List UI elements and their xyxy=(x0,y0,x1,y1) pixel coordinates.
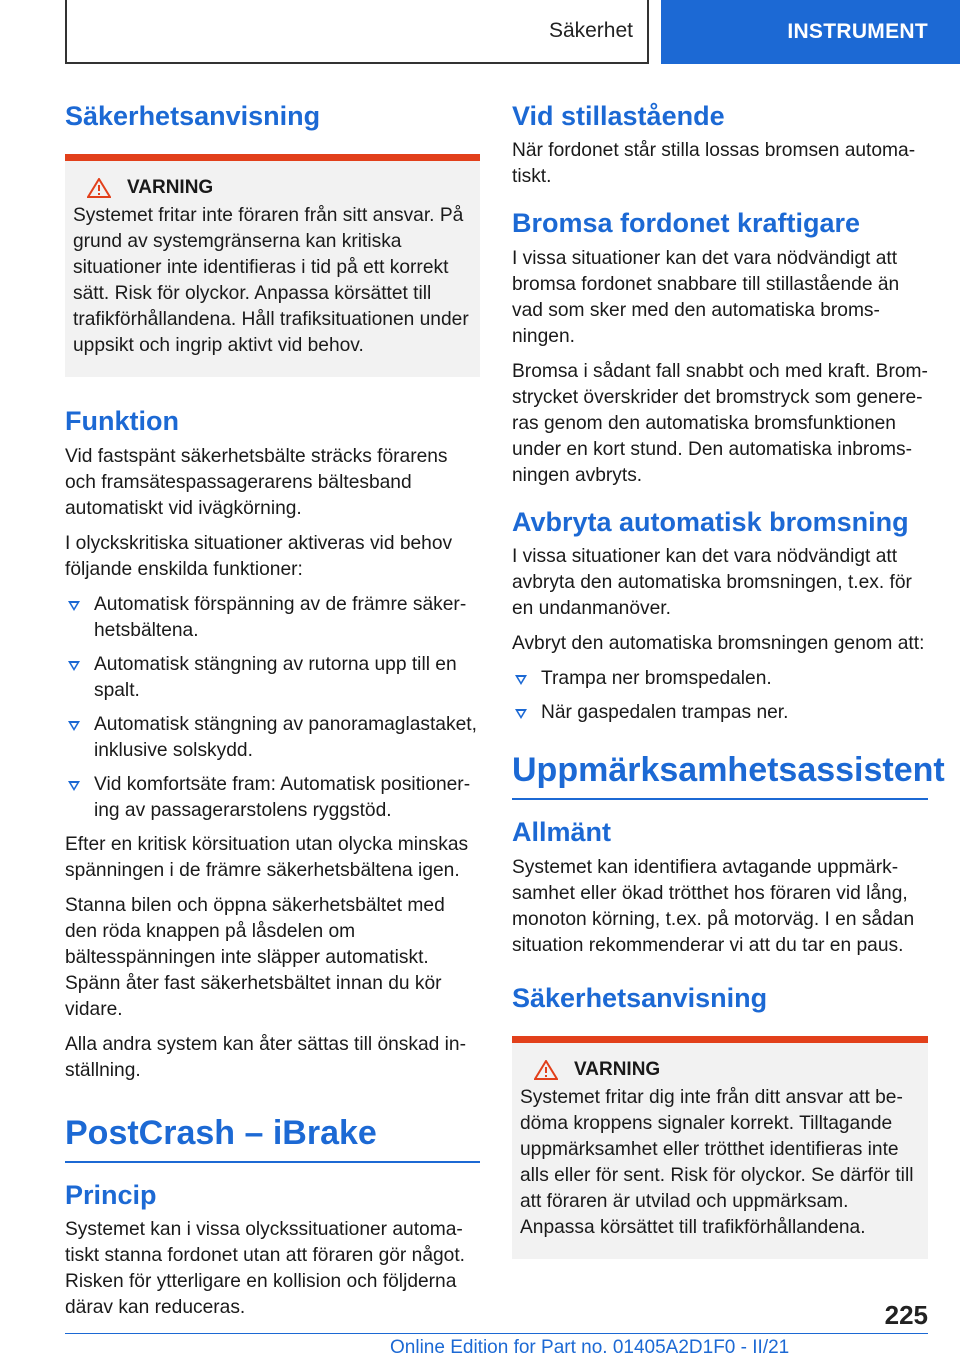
bullet-list xyxy=(512,666,928,726)
bullet-triangle-icon xyxy=(515,675,527,685)
warning-box xyxy=(65,154,480,377)
heading-standstill: Vid stillastående xyxy=(512,101,725,131)
heading-postcrash-ibrake: PostCrash – iBrake xyxy=(65,1111,480,1163)
right-column xyxy=(512,100,945,1287)
warning-triangle-icon xyxy=(534,1060,558,1080)
heading-attention-assistant: Uppmärksamhetsassistent xyxy=(512,748,928,800)
left-column xyxy=(65,100,480,1330)
heading-abort-braking: Avbryta automatisk bromsning xyxy=(512,506,909,537)
section-title: Säkerhet xyxy=(548,19,633,42)
paragraph: I vissa situationer kan det vara nödvändigt att bromsa fordonet snabbare till stillastående än vad som sker med den automatiska bromsningen. xyxy=(512,247,900,347)
bullet-triangle-icon xyxy=(68,721,80,731)
paragraph: Bromsa i sådant fall snabbt och med kraft. Bromstrycket överskrider det bromstryck som genereras genom den automatiska bromsfunktionen under en kort stund. Den automatiska inbromsningen avbryts. xyxy=(512,360,928,486)
warning-header xyxy=(520,1059,920,1081)
list-item: Automatisk förspänning av de främre säkerhetsbältena. xyxy=(65,592,480,644)
heading-safety-note: Säkerhetsanvisning xyxy=(512,982,768,1013)
list-item: Automatisk stängning av rutorna upp till en spalt. xyxy=(65,652,480,704)
bullet-triangle-icon xyxy=(68,781,80,791)
warning-triangle-icon xyxy=(87,178,111,198)
heading-general: Allmänt xyxy=(512,817,612,848)
paragraph: Efter en kritisk körsituation utan olycka minskas spänningen i de främre säkerhetsbältena igen. xyxy=(65,833,469,881)
heading-function: Funktion xyxy=(65,406,179,437)
header-section xyxy=(65,0,649,64)
heading-brake-harder: Bromsa fordonet kraftigare xyxy=(512,208,861,239)
bullet-list xyxy=(65,592,480,824)
list-item: Automatisk stängning av panoramaglastaket, inklusive solskydd. xyxy=(65,712,480,764)
list-item: Vid komfortsäte fram: Automatisk positionering av passagerarstolens ryggstöd. xyxy=(65,772,480,824)
heading-safety-note: Säkerhetsanvisning xyxy=(65,101,321,131)
bullet-triangle-icon xyxy=(515,709,527,719)
bullet-triangle-icon xyxy=(68,601,80,611)
list-item: När gaspedalen trampas ner. xyxy=(512,700,928,726)
paragraph: Vid fastspänt säkerhetsbälte sträcks förarens och framsätespassagerarens bältesband automatiskt vid ivägkörning. xyxy=(65,445,448,519)
footer-divider xyxy=(65,1333,928,1334)
heading-principle: Princip xyxy=(65,1179,157,1210)
warning-text: Systemet fritar dig inte från ditt ansvar att bedöma kroppens signaler korrekt. Tilltagande uppmärksamhet eller trötthet identifieras inte alls eller för sent. Risk för olyckor. Se därför till att föraren är utvilad och uppmärksam. Anpassa körsättet till trafikförhållandena. xyxy=(520,1087,914,1239)
list-item: Trampa ner bromspedalen. xyxy=(512,666,928,692)
paragraph: Stanna bilen och öppna säkerhetsbältet med den röda knappen på låsdelen om bältesspänningen inte släpper automatiskt. Spänn åter fast säkerhetsbältet innan du kör vidare. xyxy=(65,894,445,1020)
paragraph: I vissa situationer kan det vara nödvändigt att avbryta den automatiska bromsningen, t.ex. för en undanmanöver. xyxy=(512,546,912,620)
paragraph: När fordonet står stilla lossas bromsen automatiskt. xyxy=(512,140,916,188)
bullet-triangle-icon xyxy=(68,661,80,671)
paragraph: Alla andra system kan åter sättas till önskad inställning. xyxy=(65,1033,466,1081)
paragraph: Systemet kan i vissa olyckssituationer automatiskt stanna fordonet utan att föraren gör något. Risken för ytterligare en kollision och följderna därav kan reduceras. xyxy=(65,1219,465,1319)
paragraph: I olyckskritiska situationer aktiveras vid behov följande enskilda funktioner: xyxy=(65,532,453,580)
warning-text: Systemet fritar inte föraren från sitt ansvar. På grund av systemgränserna kan kritiska situationer inte identifieras i tid på ett korrekt sätt. Risk för olyckor. Anpassa körsättet till trafikförhållandena. Håll trafiksituationen under uppsikt och ingrip aktivt vid behov. xyxy=(73,205,469,357)
warning-label: VARNING xyxy=(574,1059,661,1081)
paragraph: Avbryt den automatiska bromsningen genom att: xyxy=(512,633,925,655)
paragraph: Systemet kan identifiera avtagande uppmärksamhet eller ökad trötthet hos föraren vid lång, monoton körning, t.ex. på motorväg. I en sådan situation rekommenderar vi att du tar en paus. xyxy=(512,856,915,956)
page-number: 225 xyxy=(884,1300,928,1330)
warning-label: VARNING xyxy=(127,177,214,199)
chapter-title: INSTRUMENT xyxy=(787,20,928,43)
warning-header xyxy=(73,177,472,199)
footer-edition: Online Edition for Part no. 01405A2D1F0 - II/21 xyxy=(390,1337,790,1358)
header-chapter-tab xyxy=(661,0,960,64)
warning-box xyxy=(512,1036,928,1259)
